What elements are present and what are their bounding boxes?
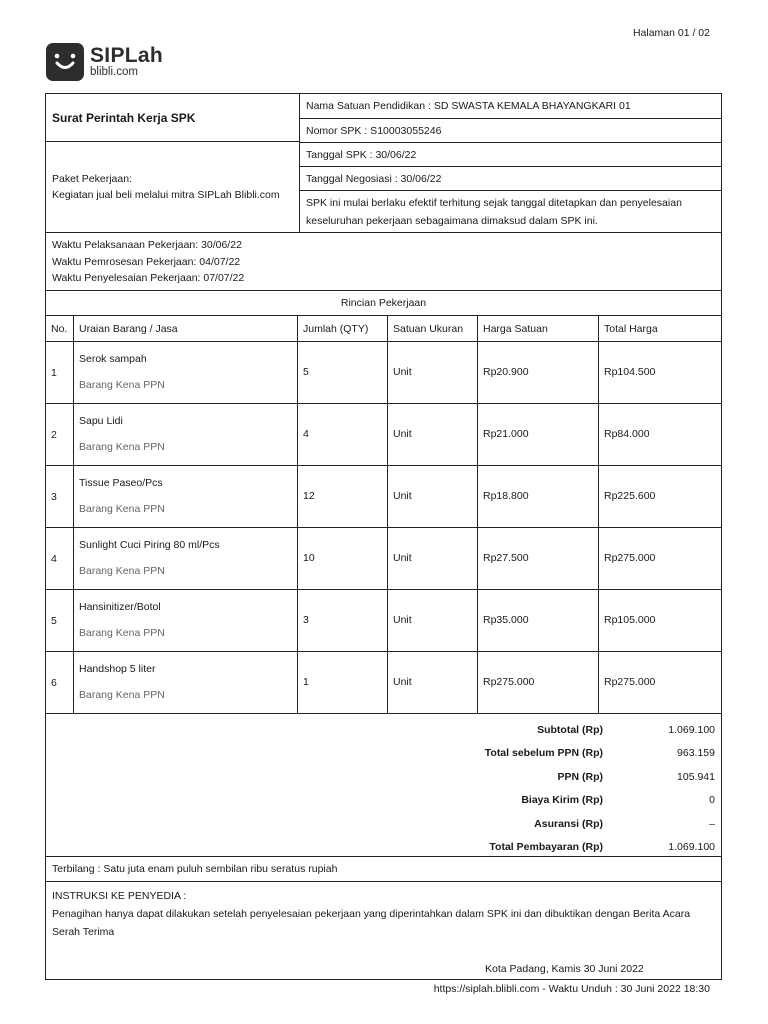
- header-uraian: Uraian Barang / Jasa: [74, 316, 298, 341]
- nomor-spk: Nomor SPK : S10003055246: [300, 119, 721, 143]
- summary-label: Total Pembayaran (Rp): [489, 841, 603, 854]
- item-name: Sunlight Cuci Piring 80 ml/Pcs: [79, 539, 220, 551]
- header-satuan: Satuan Ukuran: [388, 316, 478, 341]
- row-price: Rp21.000: [478, 404, 599, 465]
- tax-status: Barang Kena PPN: [79, 503, 165, 515]
- summary-ppn: [52, 765, 715, 789]
- header-total-harga: Total Harga: [604, 322, 658, 335]
- summary-value: 1.069.100: [668, 841, 715, 854]
- instruksi-body: Penagihan hanya dapat dilakukan setelah penyelesaian pekerjaan yang diperintahkan dalam SPK ini dan dibuktikan dengan Berita Acara Serah Terima: [52, 908, 691, 938]
- paket-label: Paket Pekerjaan:: [52, 173, 132, 185]
- tax-status: Barang Kena PPN: [79, 689, 165, 701]
- waktu-pemrosesan: Waktu Pemrosesan Pekerjaan: 04/07/22: [52, 255, 241, 268]
- waktu-pelaksanaan: Waktu Pelaksanaan Pekerjaan: 30/06/22: [52, 239, 242, 251]
- row-qty: 5: [298, 342, 388, 403]
- row-unit: Unit: [388, 652, 478, 713]
- row-no: 1: [46, 342, 74, 403]
- row-description: [74, 528, 298, 589]
- row-no: 5: [46, 590, 74, 651]
- place-date: Kota Padang, Kamis 30 Juni 2022: [485, 963, 644, 975]
- row-price: Rp35.000: [478, 590, 599, 651]
- summary-total-sebelum-ppn: [52, 742, 715, 766]
- row-total: Rp105.000: [604, 613, 656, 626]
- spk-note: SPK ini mulai berlaku efektif terhitung sejak tanggal ditetapkan dan penyelesaian keseluruhan pekerjaan sebagaimana dimaksud dalam SPK ini.: [306, 196, 682, 227]
- summary-value: 1.069.100: [668, 723, 715, 736]
- row-qty: 10: [298, 528, 388, 589]
- row-price: Rp20.900: [478, 342, 599, 403]
- waktu-penyelesaian: Waktu Penyelesaian Pekerjaan: 07/07/22: [52, 272, 245, 284]
- summary-asuransi: [52, 812, 715, 836]
- row-unit: Unit: [388, 404, 478, 465]
- shopping-bag-icon: [46, 43, 84, 81]
- row-qty: 12: [298, 466, 388, 527]
- row-description: [74, 342, 298, 403]
- item-name: Hansinitizer/Botol: [79, 601, 161, 613]
- summary-value: –: [709, 817, 715, 830]
- tanggal-negosiasi: Tanggal Negosiasi : 30/06/22: [300, 167, 721, 191]
- summary-value: 0: [709, 794, 715, 807]
- row-qty: 3: [298, 590, 388, 651]
- row-price: Rp18.800: [478, 466, 599, 527]
- row-no: 4: [46, 528, 74, 589]
- row-price: Rp27.500: [478, 528, 599, 589]
- row-qty: 1: [298, 652, 388, 713]
- row-no: 6: [46, 652, 74, 713]
- summary-label: Biaya Kirim (Rp): [521, 794, 603, 807]
- summary-label: Total sebelum PPN (Rp): [484, 747, 603, 760]
- summary-biaya-kirim: [52, 789, 715, 813]
- row-unit: Unit: [388, 590, 478, 651]
- tax-status: Barang Kena PPN: [79, 379, 165, 391]
- nama-satuan: Nama Satuan Pendidikan : SD SWASTA KEMALA BHAYANGKARI 01: [300, 94, 721, 119]
- table-row: [46, 589, 721, 651]
- table-header: [46, 315, 721, 341]
- row-description: [74, 466, 298, 527]
- summary-value: 105.941: [677, 770, 715, 783]
- summary-label: PPN (Rp): [557, 770, 603, 783]
- row-unit: Unit: [388, 528, 478, 589]
- row-unit: Unit: [388, 342, 478, 403]
- spk-document: [45, 93, 722, 980]
- siplah-logo: [46, 43, 163, 81]
- paket-pekerjaan: [46, 142, 299, 232]
- item-name: Sapu Lidi: [79, 415, 123, 427]
- summary-label: Asuransi (Rp): [534, 817, 603, 830]
- table-row: [46, 651, 721, 713]
- logo-subtitle: blibli.com: [90, 66, 138, 79]
- document-title: Surat Perintah Kerja SPK: [46, 94, 299, 142]
- page-number: Halaman 01 / 02: [632, 27, 710, 39]
- item-name: Serok sampah: [79, 353, 147, 365]
- row-no: 2: [46, 404, 74, 465]
- table-row: [46, 465, 721, 527]
- header-no: No.: [46, 316, 74, 341]
- row-description: [74, 590, 298, 651]
- summary-value: 963.159: [677, 747, 715, 760]
- terbilang: Terbilang : Satu juta enam puluh sembilan ribu seratus rupiah: [46, 856, 721, 881]
- header-section: [46, 94, 721, 232]
- summary-label: Subtotal (Rp): [537, 723, 603, 736]
- paket-value: Kegiatan jual beli melalui mitra SIPLah Blibli.com: [52, 189, 280, 201]
- tax-status: Barang Kena PPN: [79, 627, 165, 639]
- waktu-section: [46, 232, 721, 290]
- row-description: [74, 404, 298, 465]
- tax-status: Barang Kena PPN: [79, 565, 165, 577]
- footer-download-info: https://siplah.blibli.com - Waktu Unduh : 30 Juni 2022 18:30: [433, 983, 710, 995]
- tax-status: Barang Kena PPN: [79, 441, 165, 453]
- instruksi-title: INSTRUKSI KE PENYEDIA :: [52, 890, 187, 902]
- row-total: Rp225.600: [604, 489, 656, 502]
- item-name: Tissue Paseo/Pcs: [79, 477, 163, 489]
- row-total: Rp275.000: [604, 675, 656, 688]
- rincian-title: Rincian Pekerjaan: [46, 290, 721, 315]
- table-row: [46, 341, 721, 403]
- tanggal-spk: Tanggal SPK : 30/06/22: [300, 143, 721, 167]
- summary-subtotal: [52, 718, 715, 742]
- row-unit: Unit: [388, 466, 478, 527]
- summary-section: [46, 713, 721, 856]
- row-qty: 4: [298, 404, 388, 465]
- row-no: 3: [46, 466, 74, 527]
- row-total: Rp275.000: [604, 551, 656, 564]
- instruksi-section: [46, 881, 721, 979]
- row-description: [74, 652, 298, 713]
- logo-title: SIPLah: [90, 44, 163, 68]
- header-harga-satuan: Harga Satuan: [478, 316, 599, 341]
- header-jumlah: Jumlah (QTY): [298, 316, 388, 341]
- table-row: [46, 403, 721, 465]
- row-total: Rp104.500: [604, 365, 656, 378]
- row-total: Rp84.000: [604, 427, 650, 440]
- row-price: Rp275.000: [478, 652, 599, 713]
- item-name: Handshop 5 liter: [79, 663, 156, 675]
- table-row: [46, 527, 721, 589]
